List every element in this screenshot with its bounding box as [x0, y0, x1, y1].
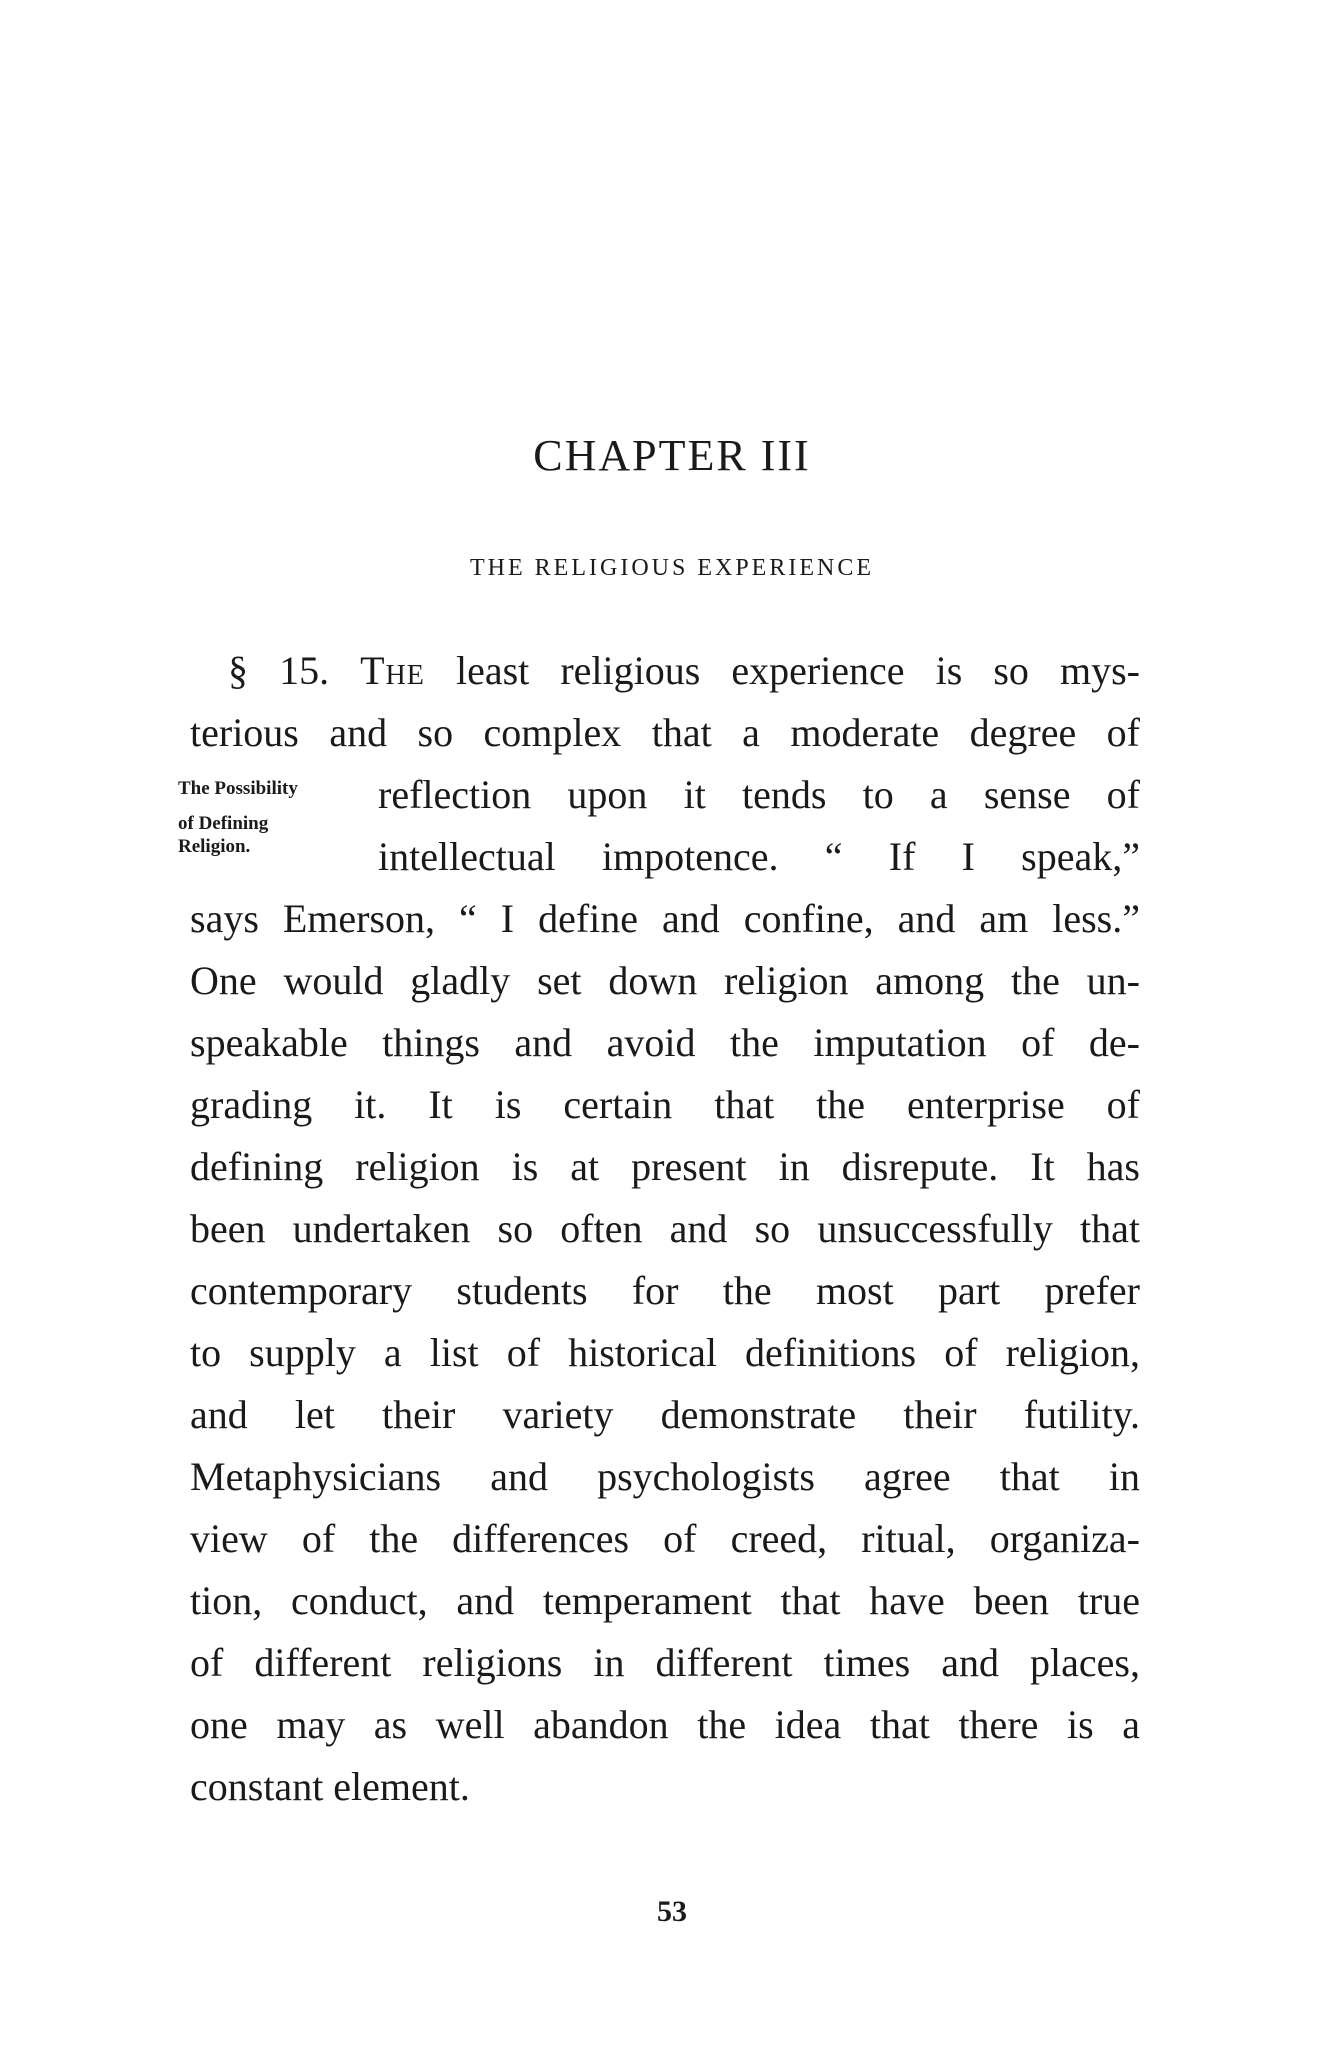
sidenote-line-3: Religion. — [178, 836, 251, 857]
chapter-subtitle: THE RELIGIOUS EXPERIENCE — [470, 555, 874, 581]
paragraph-line: to supply a list of historical definitions of religion, — [190, 1330, 1140, 1375]
section-mark: § 15. — [228, 648, 330, 693]
paragraph-line: contemporary students for the most part prefer — [190, 1268, 1140, 1313]
paragraph-line: defining religion is at present in disrepute. It has — [190, 1144, 1140, 1189]
paragraph-line: grading it. It is certain that the enterprise of — [190, 1082, 1140, 1127]
paragraph-line: and let their variety demonstrate their futility. — [190, 1392, 1140, 1437]
paragraph-line: reflection upon it tends to a sense of — [378, 772, 1140, 817]
paragraph-line: Metaphysicians and psychologists agree that in — [190, 1454, 1140, 1499]
sidenote-line-1: The Possibility — [178, 778, 298, 799]
paragraph-line: intellectual impotence. “ If I speak,” — [378, 834, 1140, 879]
lead-word: The — [360, 648, 425, 693]
paragraph-line: of different religions in different times and places, — [190, 1640, 1140, 1685]
paragraph-line: been undertaken so often and so unsuccessfully that — [190, 1206, 1140, 1251]
paragraph-line: One would gladly set down religion among the un- — [190, 958, 1140, 1003]
page-number: 53 — [657, 1895, 687, 1928]
paragraph-line: view of the differences of creed, ritual, organiza- — [190, 1516, 1140, 1561]
paragraph-line: one may as well abandon the idea that there is a — [190, 1702, 1140, 1747]
paragraph-line-1-rest: least religious experience is so mys- — [455, 648, 1140, 693]
sidenote-line-2: of Defining — [178, 813, 269, 834]
paragraph-line: tion, conduct, and temperament that have been true — [190, 1578, 1140, 1623]
paragraph-line: terious and so complex that a moderate degree of — [190, 710, 1140, 755]
paragraph-line: says Emerson, “ I define and confine, and am less.” — [190, 896, 1140, 941]
paragraph-line: speakable things and avoid the imputation of de- — [190, 1020, 1140, 1065]
paragraph-line: constant element. — [190, 1764, 470, 1809]
chapter-title: CHAPTER III — [533, 431, 811, 480]
paragraph-line-1 — [190, 640, 1140, 702]
body-paragraph — [190, 640, 1140, 1818]
